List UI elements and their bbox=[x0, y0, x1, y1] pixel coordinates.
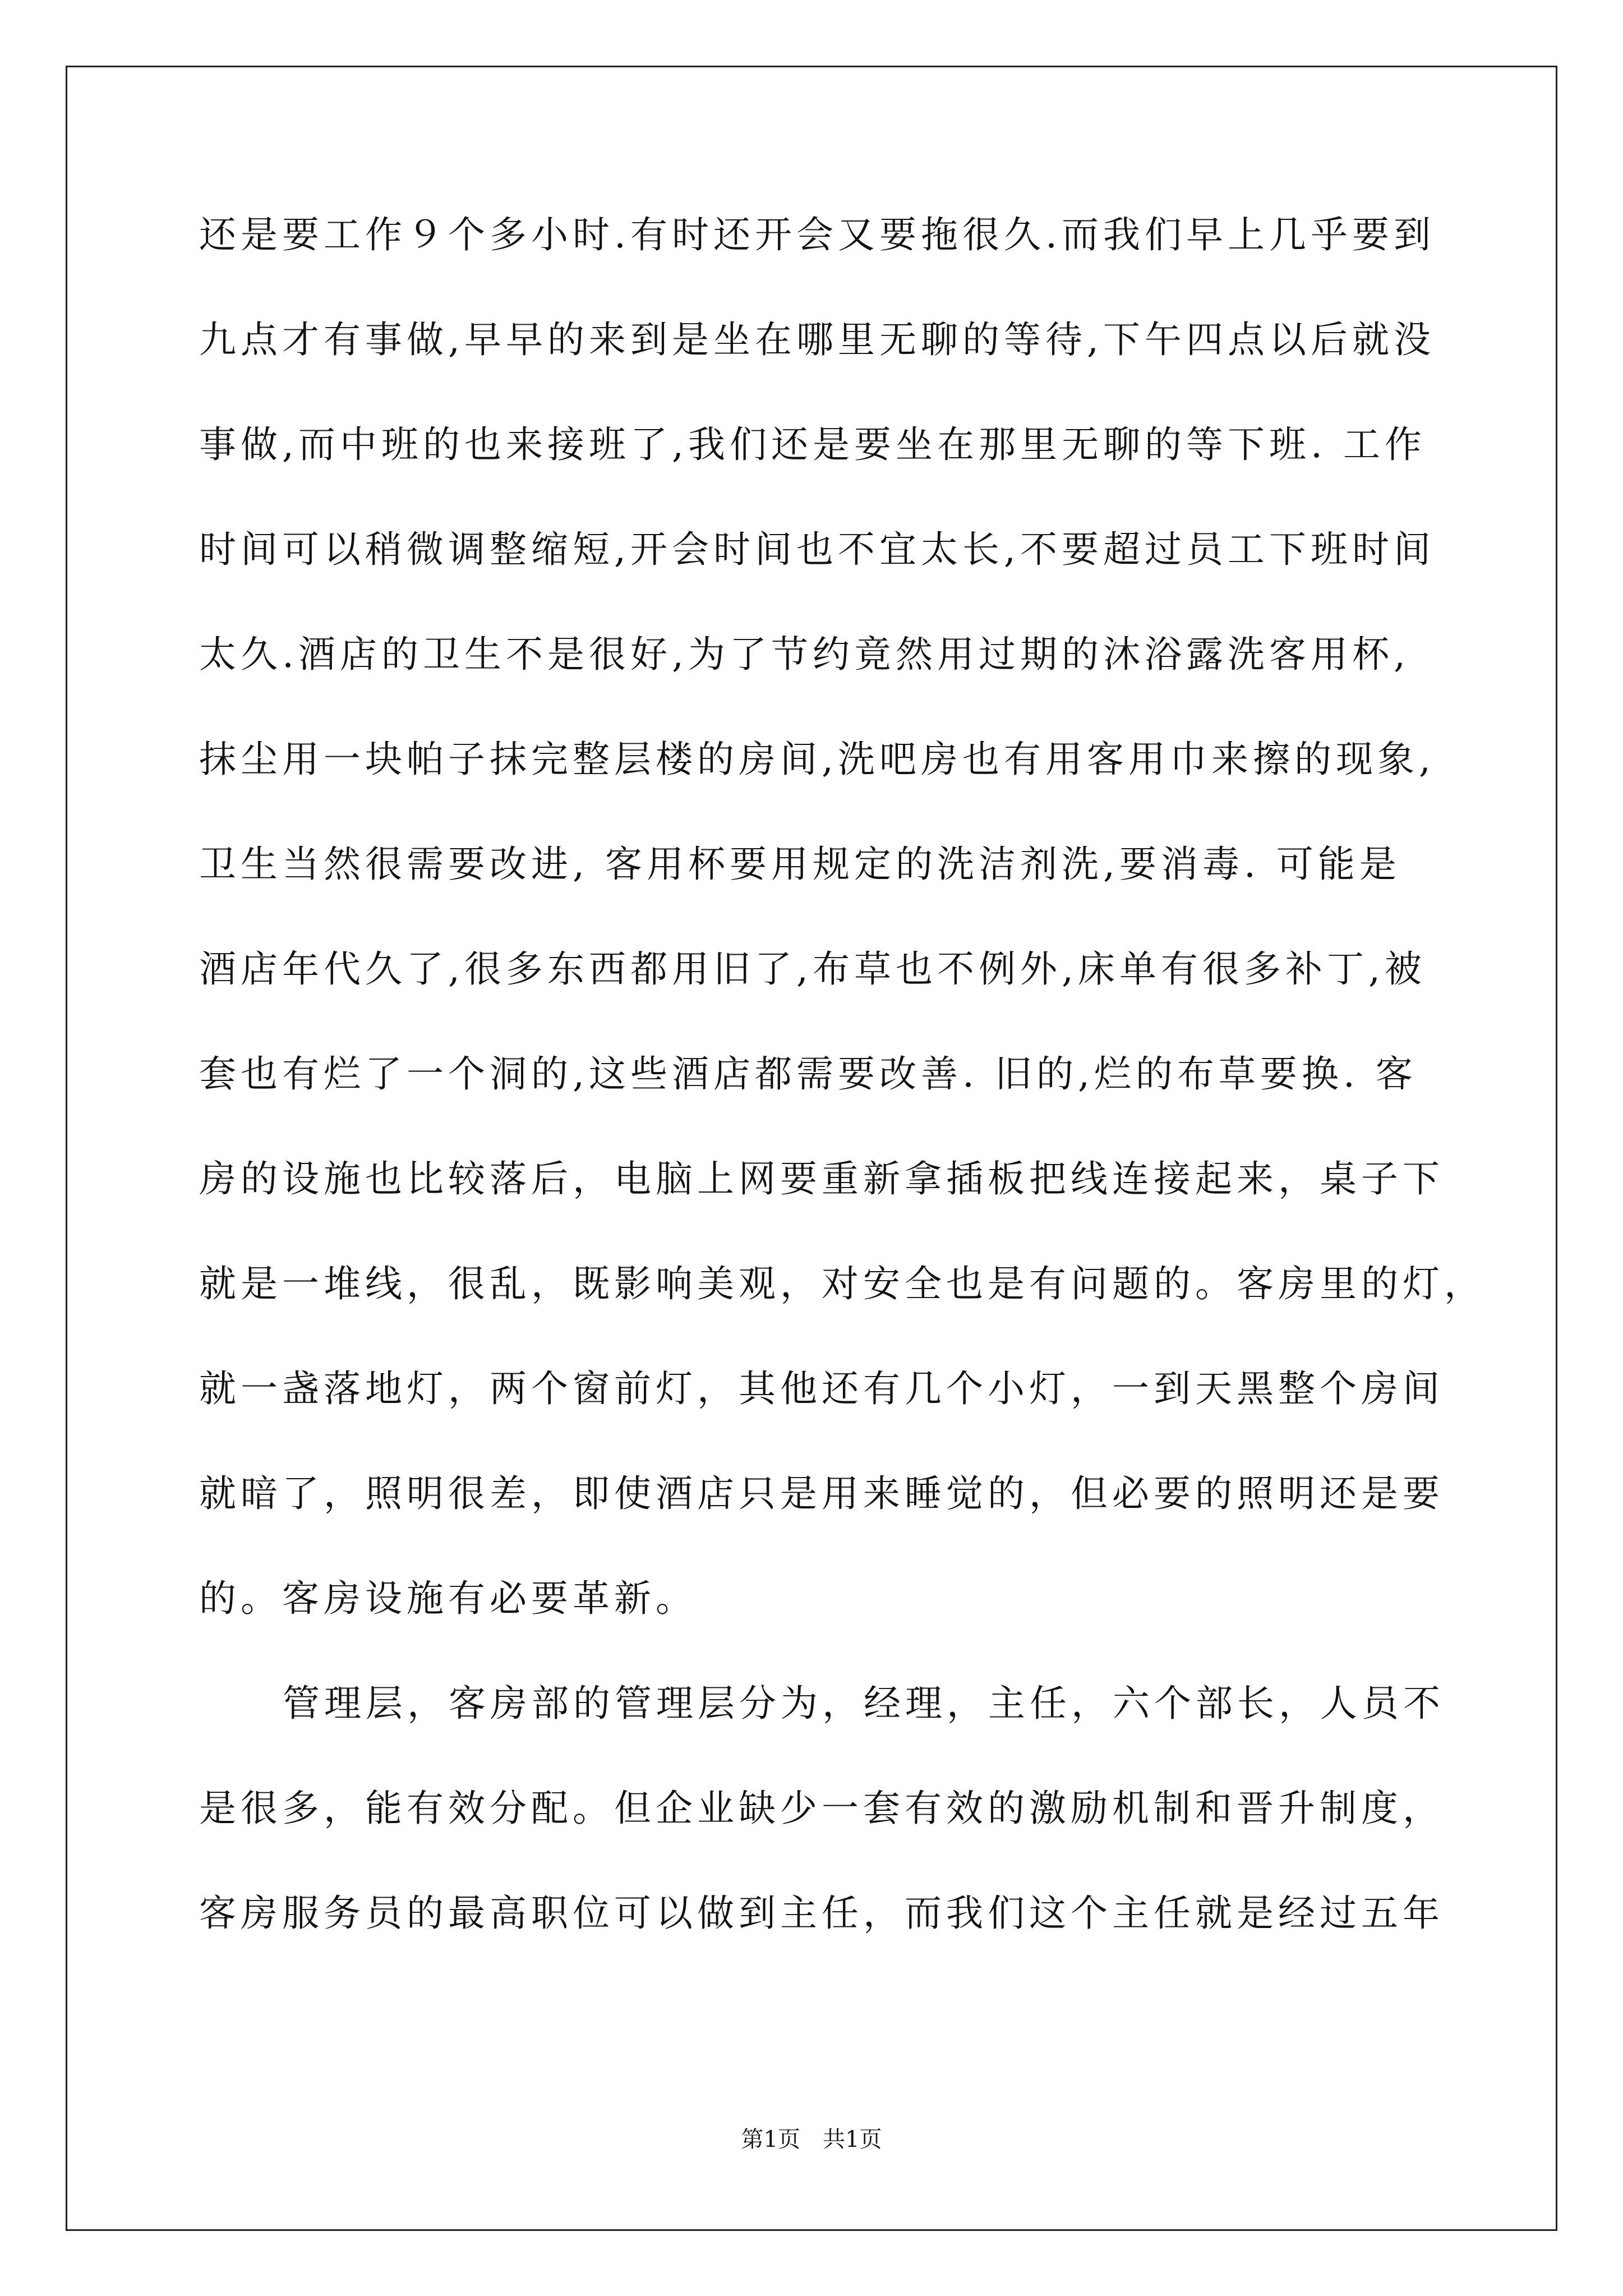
text-line: 房的设施也比较落后，电脑上网要重新拿插板把线连接起来，桌子下 bbox=[199, 1157, 1444, 1200]
text-line: 就一盏落地灯，两个窗前灯，其他还有几个小灯，一到天黑整个房间 bbox=[199, 1367, 1444, 1410]
text-line: 时间可以稍微调整缩短,开会时间也不宜太长,不要超过员工下班时间 bbox=[199, 528, 1435, 571]
page-footer bbox=[0, 2128, 1623, 2151]
text-line: 的。客房设施有必要革新。 bbox=[199, 1577, 697, 1620]
text-line: 套也有烂了一个洞的,这些酒店都需要改善. 旧的,烂的布草要换. 客 bbox=[199, 1052, 1417, 1096]
text-line: 就是一堆线，很乱，既影响美观，对安全也是有问题的。客房里的灯， bbox=[199, 1262, 1486, 1305]
page-number-label: 第1页 共1页 bbox=[741, 2127, 882, 2152]
text-line: 卫生当然很需要改进, 客用杯要用规定的洗洁剂洗,要消毒. 可能是 bbox=[199, 843, 1401, 886]
text-line: 事做,而中班的也来接班了,我们还是要坐在那里无聊的等下班. 工作 bbox=[199, 423, 1426, 466]
text-line: 太久.酒店的卫生不是很好,为了节约竟然用过期的沐浴露洗客用杯, bbox=[199, 633, 1410, 676]
text-line: 还是要工作９个多小时.有时还开会又要拖很久.而我们早上几乎要到 bbox=[199, 213, 1435, 256]
text-line: 酒店年代久了,很多东西都用旧了,布草也不例外,床单有很多补丁,被 bbox=[199, 947, 1426, 991]
text-line-paragraph-start: 管理层，客房部的管理层分为，经理，主任，六个部长，人员不 bbox=[283, 1682, 1445, 1725]
text-line: 是很多，能有效分配。但企业缺少一套有效的激励机制和晋升制度， bbox=[199, 1787, 1444, 1830]
text-line: 抹尘用一块帕子抹完整层楼的房间,洗吧房也有用客用巾来擦的现象, bbox=[199, 738, 1435, 781]
text-line: 九点才有事做,早早的来到是坐在哪里无聊的等待,下午四点以后就没 bbox=[199, 318, 1435, 361]
text-line: 客房服务员的最高职位可以做到主任，而我们这个主任就是经过五年 bbox=[199, 1892, 1444, 1935]
text-line: 就暗了，照明很差，即使酒店只是用来睡觉的，但必要的照明还是要 bbox=[199, 1472, 1444, 1515]
